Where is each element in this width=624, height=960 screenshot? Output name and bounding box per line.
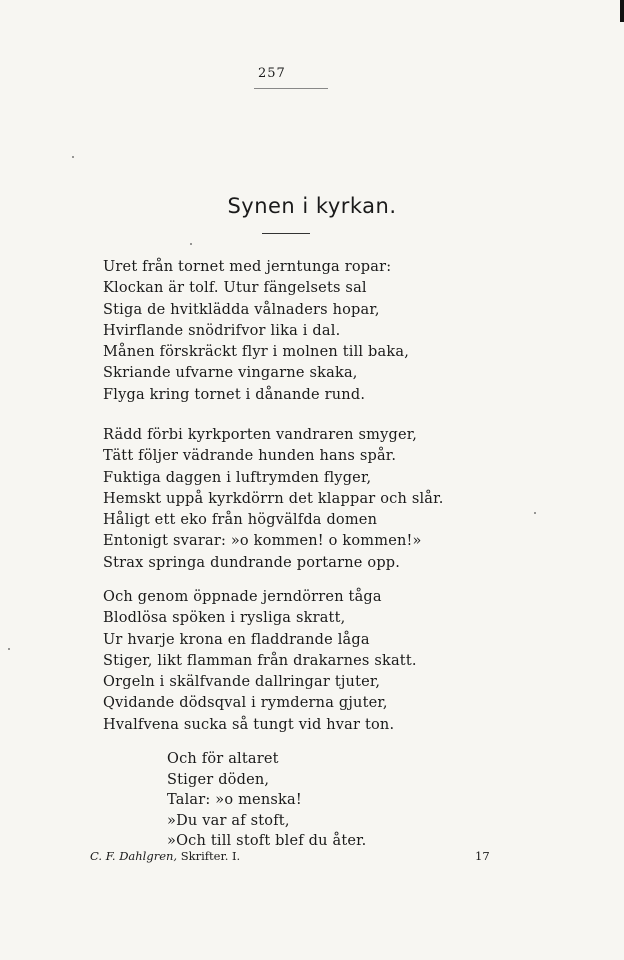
page-number: 257 — [258, 66, 286, 81]
poem-line: Stiga de hvitklädda vålnaders hopar, — [103, 301, 380, 318]
paper-speck — [534, 512, 536, 514]
footer-author: C. F. Dahlgren, — [90, 849, 178, 863]
stanza-1 — [103, 257, 409, 406]
poem-line: Hemskt uppå kyrkdörrn det klappar och slår. — [103, 490, 444, 507]
poem-line: Entonigt svarar: »o kommen! o kommen!» — [103, 533, 422, 550]
poem-title: Synen i kyrkan. — [227, 194, 397, 218]
stanza-4 — [167, 749, 366, 852]
poem-line: Talar: »o menska! — [167, 792, 302, 809]
poem-line: Orgeln i skälfvande dallringar tjuter, — [103, 674, 381, 691]
footer-work: Skrifter. I. — [180, 849, 241, 863]
poem-line: Flyga kring tornet i dånande rund. — [103, 386, 366, 403]
poem-line: Hvalfvena sucka så tungt vid hvar ton. — [103, 716, 395, 733]
poem-line: Och genom öppnade jerndörren tåga — [103, 589, 382, 605]
poem-line: Blodlösa spöken i rysliga skratt, — [103, 610, 346, 627]
paper-speck — [8, 648, 10, 650]
poem-line: Strax springa dundrande portarne opp. — [103, 554, 401, 571]
stanza-2 — [103, 425, 444, 574]
poem-line: Uret från tornet med jerntunga ropar: — [103, 259, 392, 275]
poem-line: Stiger, likt flamman från drakarnes skatt. — [103, 652, 417, 669]
poem-line: Månen förskräckt flyr i molnen till baka, — [103, 344, 410, 361]
poem-line: Håligt ett eko från högvälfda domen — [103, 512, 378, 529]
poem-line: Hvirflande snödrifvor lika i dal. — [103, 322, 341, 339]
poem-line: Klockan är tolf. Utur fängelsets sal — [103, 280, 367, 297]
footer-signature — [90, 849, 240, 863]
poem-line: Och för altaret — [167, 751, 279, 767]
poem-line: Fuktiga daggen i luftrymden flyger, — [103, 469, 372, 486]
page-number-rule — [254, 88, 328, 89]
poem-line: Stiger döden, — [167, 771, 270, 788]
title-rule — [262, 233, 310, 234]
poem-line: »Du var af stoft, — [167, 812, 290, 829]
page-edge-mark — [620, 0, 624, 22]
poem-line: Qvidande dödsqval i rymderna gjuter, — [103, 695, 388, 712]
poem-line: »Och till stoft blef du åter. — [167, 833, 367, 850]
paper-speck — [190, 243, 192, 245]
paper-speck — [72, 156, 74, 158]
poem-line: Ur hvarje krona en fladdrande låga — [103, 631, 370, 648]
poem-line: Tätt följer vädrande hunden hans spår. — [103, 448, 397, 465]
sheet-number: 17 — [475, 849, 490, 863]
stanza-3 — [103, 587, 417, 736]
poem-line: Skriande ufvarne vingarne skaka, — [103, 365, 358, 382]
poem-line: Rädd förbi kyrkporten vandraren smyger, — [103, 427, 418, 443]
